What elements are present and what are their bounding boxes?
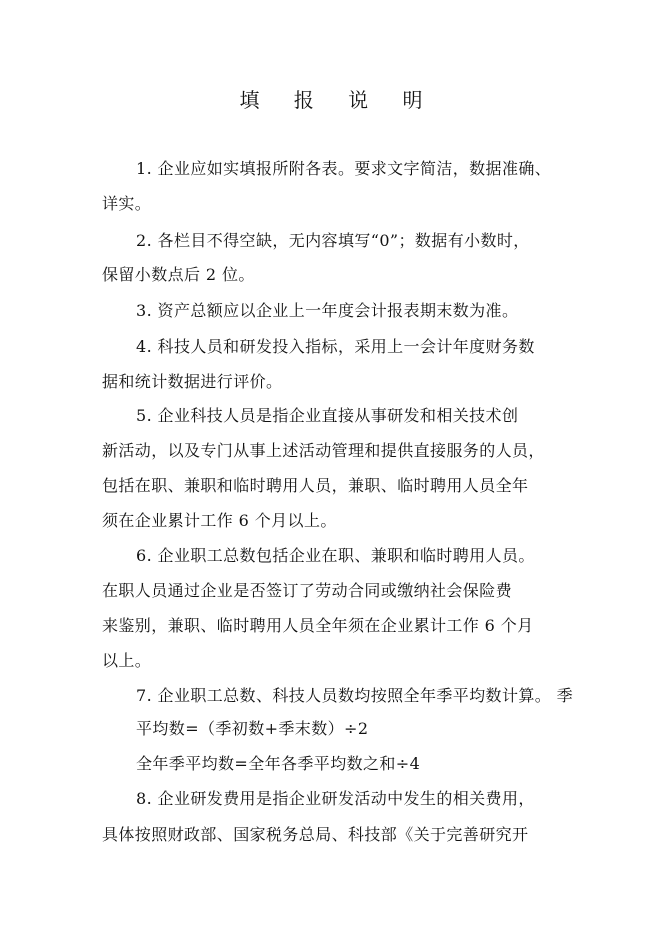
document-title: 填 报 说 明 [239,88,437,112]
item-5-line-1: 5. 企业科技人员是指企业直接从事研发和相关技术创 [136,406,519,425]
item-4-line-2: 据和统计数据进行评价。 [102,372,283,391]
item-6-line-1: 6. 企业职工总数包括企业在职、兼职和临时聘用人员。 [136,546,535,565]
item-7-line-3: 全年季平均数=全年各季平均数之和÷4 [136,754,421,773]
item-1-line-1: 1. 企业应如实填报所附各表。要求文字简洁，数据准确、 [136,159,552,178]
item-2-line-2: 保留小数点后 2 位。 [102,265,255,284]
item-6-line-3: 来鉴别，兼职、临时聘用人员全年须在企业累计工作 6 个月 [102,616,534,635]
item-6-line-2: 在职人员通过企业是否签订了劳动合同或缴纳社会保险费 [102,581,513,600]
item-7-line-2: 平均数=（季初数+季末数）÷2 [136,719,369,738]
item-8-line-1: 8. 企业研发费用是指企业研发活动中发生的相关费用， [136,789,535,808]
item-7-line-1: 7. 企业职工总数、科技人员数均按照全年季平均数计算。 季 [136,686,574,705]
item-5-line-4: 须在企业累计工作 6 个月以上。 [102,511,337,530]
item-5-line-2: 新活动，以及专门从事上述活动管理和提供直接服务的人员， [102,441,545,460]
item-2-line-1: 2. 各栏目不得空缺，无内容填写“0”；数据有小数时， [136,231,530,250]
item-3-line-1: 3. 资产总额应以企业上一年度会计报表期末数为准。 [136,301,519,320]
item-1-line-2: 详实。 [102,194,152,213]
item-6-line-4: 以上。 [102,651,152,670]
item-8-line-2: 具体按照财政部、国家税务总局、科技部《关于完善研究开 [102,825,529,844]
item-4-line-1: 4. 科技人员和研发投入指标，采用上一会计年度财务数 [136,337,535,356]
item-5-line-3: 包括在职、兼职和临时聘用人员，兼职、临时聘用人员全年 [102,476,529,495]
